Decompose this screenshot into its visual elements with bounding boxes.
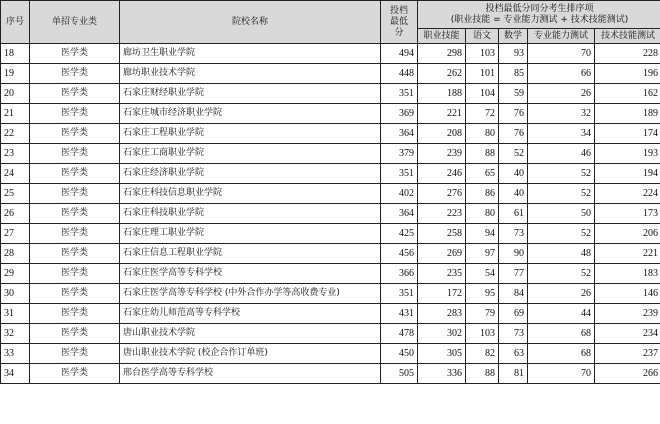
row-category: 医学类 [30, 264, 120, 284]
table-row [1, 244, 660, 264]
header-tie-group-note: (职业技能 = 专业能力测试 + 技术技能测试) [450, 14, 629, 25]
header-math: 数学 [499, 29, 528, 44]
row-tech-test: 189 [595, 104, 660, 124]
row-seq: 28 [1, 244, 30, 264]
row-school: 石家庄科技职业学院 [120, 204, 381, 224]
header-min-score-text: 投档最低分 [389, 5, 408, 38]
row-skill: 221 [418, 104, 466, 124]
row-chinese: 86 [466, 184, 499, 204]
table-row [1, 224, 660, 244]
row-tech-test: 183 [595, 264, 660, 284]
table-row [1, 44, 660, 64]
table-row [1, 304, 660, 324]
header-min-score [381, 1, 418, 44]
row-math: 90 [499, 244, 528, 264]
row-seq: 32 [1, 324, 30, 344]
row-prof-test: 34 [528, 124, 595, 144]
row-min-score: 366 [381, 264, 418, 284]
row-tech-test: 234 [595, 324, 660, 344]
header-category: 单招专业类 [30, 1, 120, 44]
row-tech-test: 221 [595, 244, 660, 264]
table-row [1, 124, 660, 144]
row-chinese: 97 [466, 244, 499, 264]
row-tech-test: 266 [595, 364, 660, 384]
row-min-score: 478 [381, 324, 418, 344]
row-skill: 283 [418, 304, 466, 324]
row-skill: 258 [418, 224, 466, 244]
row-tech-test: 162 [595, 84, 660, 104]
row-math: 73 [499, 324, 528, 344]
row-seq: 22 [1, 124, 30, 144]
row-school: 石家庄城市经济职业学院 [120, 104, 381, 124]
row-skill: 188 [418, 84, 466, 104]
row-prof-test: 66 [528, 64, 595, 84]
row-skill: 305 [418, 344, 466, 364]
row-min-score: 450 [381, 344, 418, 364]
row-prof-test: 70 [528, 364, 595, 384]
row-min-score: 425 [381, 224, 418, 244]
table-body [1, 44, 660, 384]
table-row [1, 284, 660, 304]
row-school: 石家庄医学高等专科学校 [120, 264, 381, 284]
row-school: 唐山职业技术学院 (校企合作订单班) [120, 344, 381, 364]
row-min-score: 494 [381, 44, 418, 64]
header-prof-test: 专业能力测试 [528, 29, 595, 44]
row-min-score: 456 [381, 244, 418, 264]
row-chinese: 82 [466, 344, 499, 364]
row-seq: 29 [1, 264, 30, 284]
row-skill: 302 [418, 324, 466, 344]
row-school: 石家庄幼儿师范高等专科学校 [120, 304, 381, 324]
row-chinese: 80 [466, 204, 499, 224]
row-min-score: 448 [381, 64, 418, 84]
row-math: 52 [499, 144, 528, 164]
row-category: 医学类 [30, 224, 120, 244]
row-school: 石家庄理工职业学院 [120, 224, 381, 244]
row-skill: 269 [418, 244, 466, 264]
row-prof-test: 52 [528, 224, 595, 244]
row-category: 医学类 [30, 144, 120, 164]
row-tech-test: 173 [595, 204, 660, 224]
row-tech-test: 237 [595, 344, 660, 364]
row-prof-test: 26 [528, 284, 595, 304]
row-school: 石家庄工程职业学院 [120, 124, 381, 144]
row-seq: 26 [1, 204, 30, 224]
header-seq: 序号 [1, 1, 30, 44]
header-chinese: 语文 [466, 29, 499, 44]
table-row [1, 84, 660, 104]
row-min-score: 379 [381, 144, 418, 164]
row-school: 廊坊职业技术学院 [120, 64, 381, 84]
row-tech-test: 239 [595, 304, 660, 324]
row-chinese: 79 [466, 304, 499, 324]
row-tech-test: 224 [595, 184, 660, 204]
row-tech-test: 228 [595, 44, 660, 64]
row-category: 医学类 [30, 324, 120, 344]
row-seq: 27 [1, 224, 30, 244]
row-chinese: 72 [466, 104, 499, 124]
row-math: 40 [499, 164, 528, 184]
row-min-score: 364 [381, 124, 418, 144]
table-row [1, 184, 660, 204]
row-min-score: 431 [381, 304, 418, 324]
row-skill: 276 [418, 184, 466, 204]
row-prof-test: 52 [528, 264, 595, 284]
row-skill: 239 [418, 144, 466, 164]
row-school: 邢台医学高等专科学校 [120, 364, 381, 384]
row-prof-test: 68 [528, 324, 595, 344]
row-min-score: 351 [381, 84, 418, 104]
row-seq: 30 [1, 284, 30, 304]
row-category: 医学类 [30, 204, 120, 224]
header-tech-test: 技术技能测试 [595, 29, 660, 44]
row-math: 63 [499, 344, 528, 364]
row-tech-test: 146 [595, 284, 660, 304]
row-prof-test: 46 [528, 144, 595, 164]
row-category: 医学类 [30, 244, 120, 264]
row-prof-test: 68 [528, 344, 595, 364]
row-min-score: 505 [381, 364, 418, 384]
row-prof-test: 48 [528, 244, 595, 264]
row-school: 石家庄工商职业学院 [120, 144, 381, 164]
row-school: 石家庄财经职业学院 [120, 84, 381, 104]
row-seq: 21 [1, 104, 30, 124]
row-category: 医学类 [30, 64, 120, 84]
row-math: 84 [499, 284, 528, 304]
row-chinese: 88 [466, 144, 499, 164]
row-seq: 24 [1, 164, 30, 184]
row-math: 69 [499, 304, 528, 324]
table-row [1, 204, 660, 224]
row-category: 医学类 [30, 124, 120, 144]
row-chinese: 103 [466, 44, 499, 64]
header-tie-group [418, 1, 660, 29]
row-math: 76 [499, 104, 528, 124]
row-seq: 20 [1, 84, 30, 104]
row-chinese: 65 [466, 164, 499, 184]
table-row [1, 104, 660, 124]
table-row [1, 64, 660, 84]
row-math: 93 [499, 44, 528, 64]
row-seq: 31 [1, 304, 30, 324]
row-school: 石家庄医学高等专科学校 (中外合作办学等高收费专业) [120, 284, 381, 304]
table-row [1, 164, 660, 184]
row-skill: 298 [418, 44, 466, 64]
row-prof-test: 26 [528, 84, 595, 104]
row-math: 81 [499, 364, 528, 384]
row-math: 40 [499, 184, 528, 204]
row-chinese: 54 [466, 264, 499, 284]
row-category: 医学类 [30, 184, 120, 204]
row-seq: 33 [1, 344, 30, 364]
row-category: 医学类 [30, 284, 120, 304]
row-min-score: 364 [381, 204, 418, 224]
row-skill: 172 [418, 284, 466, 304]
row-math: 59 [499, 84, 528, 104]
row-prof-test: 52 [528, 164, 595, 184]
row-prof-test: 32 [528, 104, 595, 124]
row-school: 石家庄科技信息职业学院 [120, 184, 381, 204]
table-row [1, 324, 660, 344]
row-prof-test: 52 [528, 184, 595, 204]
table-row [1, 264, 660, 284]
row-category: 医学类 [30, 164, 120, 184]
table-row [1, 144, 660, 164]
row-skill: 235 [418, 264, 466, 284]
row-category: 医学类 [30, 104, 120, 124]
row-category: 医学类 [30, 84, 120, 104]
table-header [1, 1, 660, 44]
row-seq: 23 [1, 144, 30, 164]
header-tie-group-title: 投档最低分同分考生排序项 [485, 3, 594, 14]
row-chinese: 104 [466, 84, 499, 104]
row-seq: 19 [1, 64, 30, 84]
row-school: 廊坊卫生职业学院 [120, 44, 381, 64]
row-chinese: 94 [466, 224, 499, 244]
row-skill: 223 [418, 204, 466, 224]
row-math: 76 [499, 124, 528, 144]
row-prof-test: 44 [528, 304, 595, 324]
row-category: 医学类 [30, 344, 120, 364]
row-school: 石家庄经济职业学院 [120, 164, 381, 184]
header-skill: 职业技能 [418, 29, 466, 44]
row-prof-test: 50 [528, 204, 595, 224]
row-tech-test: 174 [595, 124, 660, 144]
row-min-score: 351 [381, 284, 418, 304]
row-skill: 336 [418, 364, 466, 384]
row-tech-test: 194 [595, 164, 660, 184]
header-school: 院校名称 [120, 1, 381, 44]
row-math: 73 [499, 224, 528, 244]
row-category: 医学类 [30, 304, 120, 324]
row-seq: 18 [1, 44, 30, 64]
row-math: 85 [499, 64, 528, 84]
row-math: 77 [499, 264, 528, 284]
row-tech-test: 196 [595, 64, 660, 84]
row-tech-test: 206 [595, 224, 660, 244]
row-school: 石家庄信息工程职业学院 [120, 244, 381, 264]
row-min-score: 351 [381, 164, 418, 184]
row-school: 唐山职业技术学院 [120, 324, 381, 344]
row-chinese: 95 [466, 284, 499, 304]
row-min-score: 369 [381, 104, 418, 124]
row-seq: 25 [1, 184, 30, 204]
row-seq: 34 [1, 364, 30, 384]
row-chinese: 80 [466, 124, 499, 144]
row-chinese: 101 [466, 64, 499, 84]
table-row [1, 344, 660, 364]
row-chinese: 103 [466, 324, 499, 344]
row-skill: 208 [418, 124, 466, 144]
row-chinese: 88 [466, 364, 499, 384]
row-skill: 246 [418, 164, 466, 184]
row-math: 61 [499, 204, 528, 224]
table-row [1, 364, 660, 384]
row-prof-test: 70 [528, 44, 595, 64]
row-category: 医学类 [30, 364, 120, 384]
row-skill: 262 [418, 64, 466, 84]
row-min-score: 402 [381, 184, 418, 204]
row-tech-test: 193 [595, 144, 660, 164]
row-category: 医学类 [30, 44, 120, 64]
